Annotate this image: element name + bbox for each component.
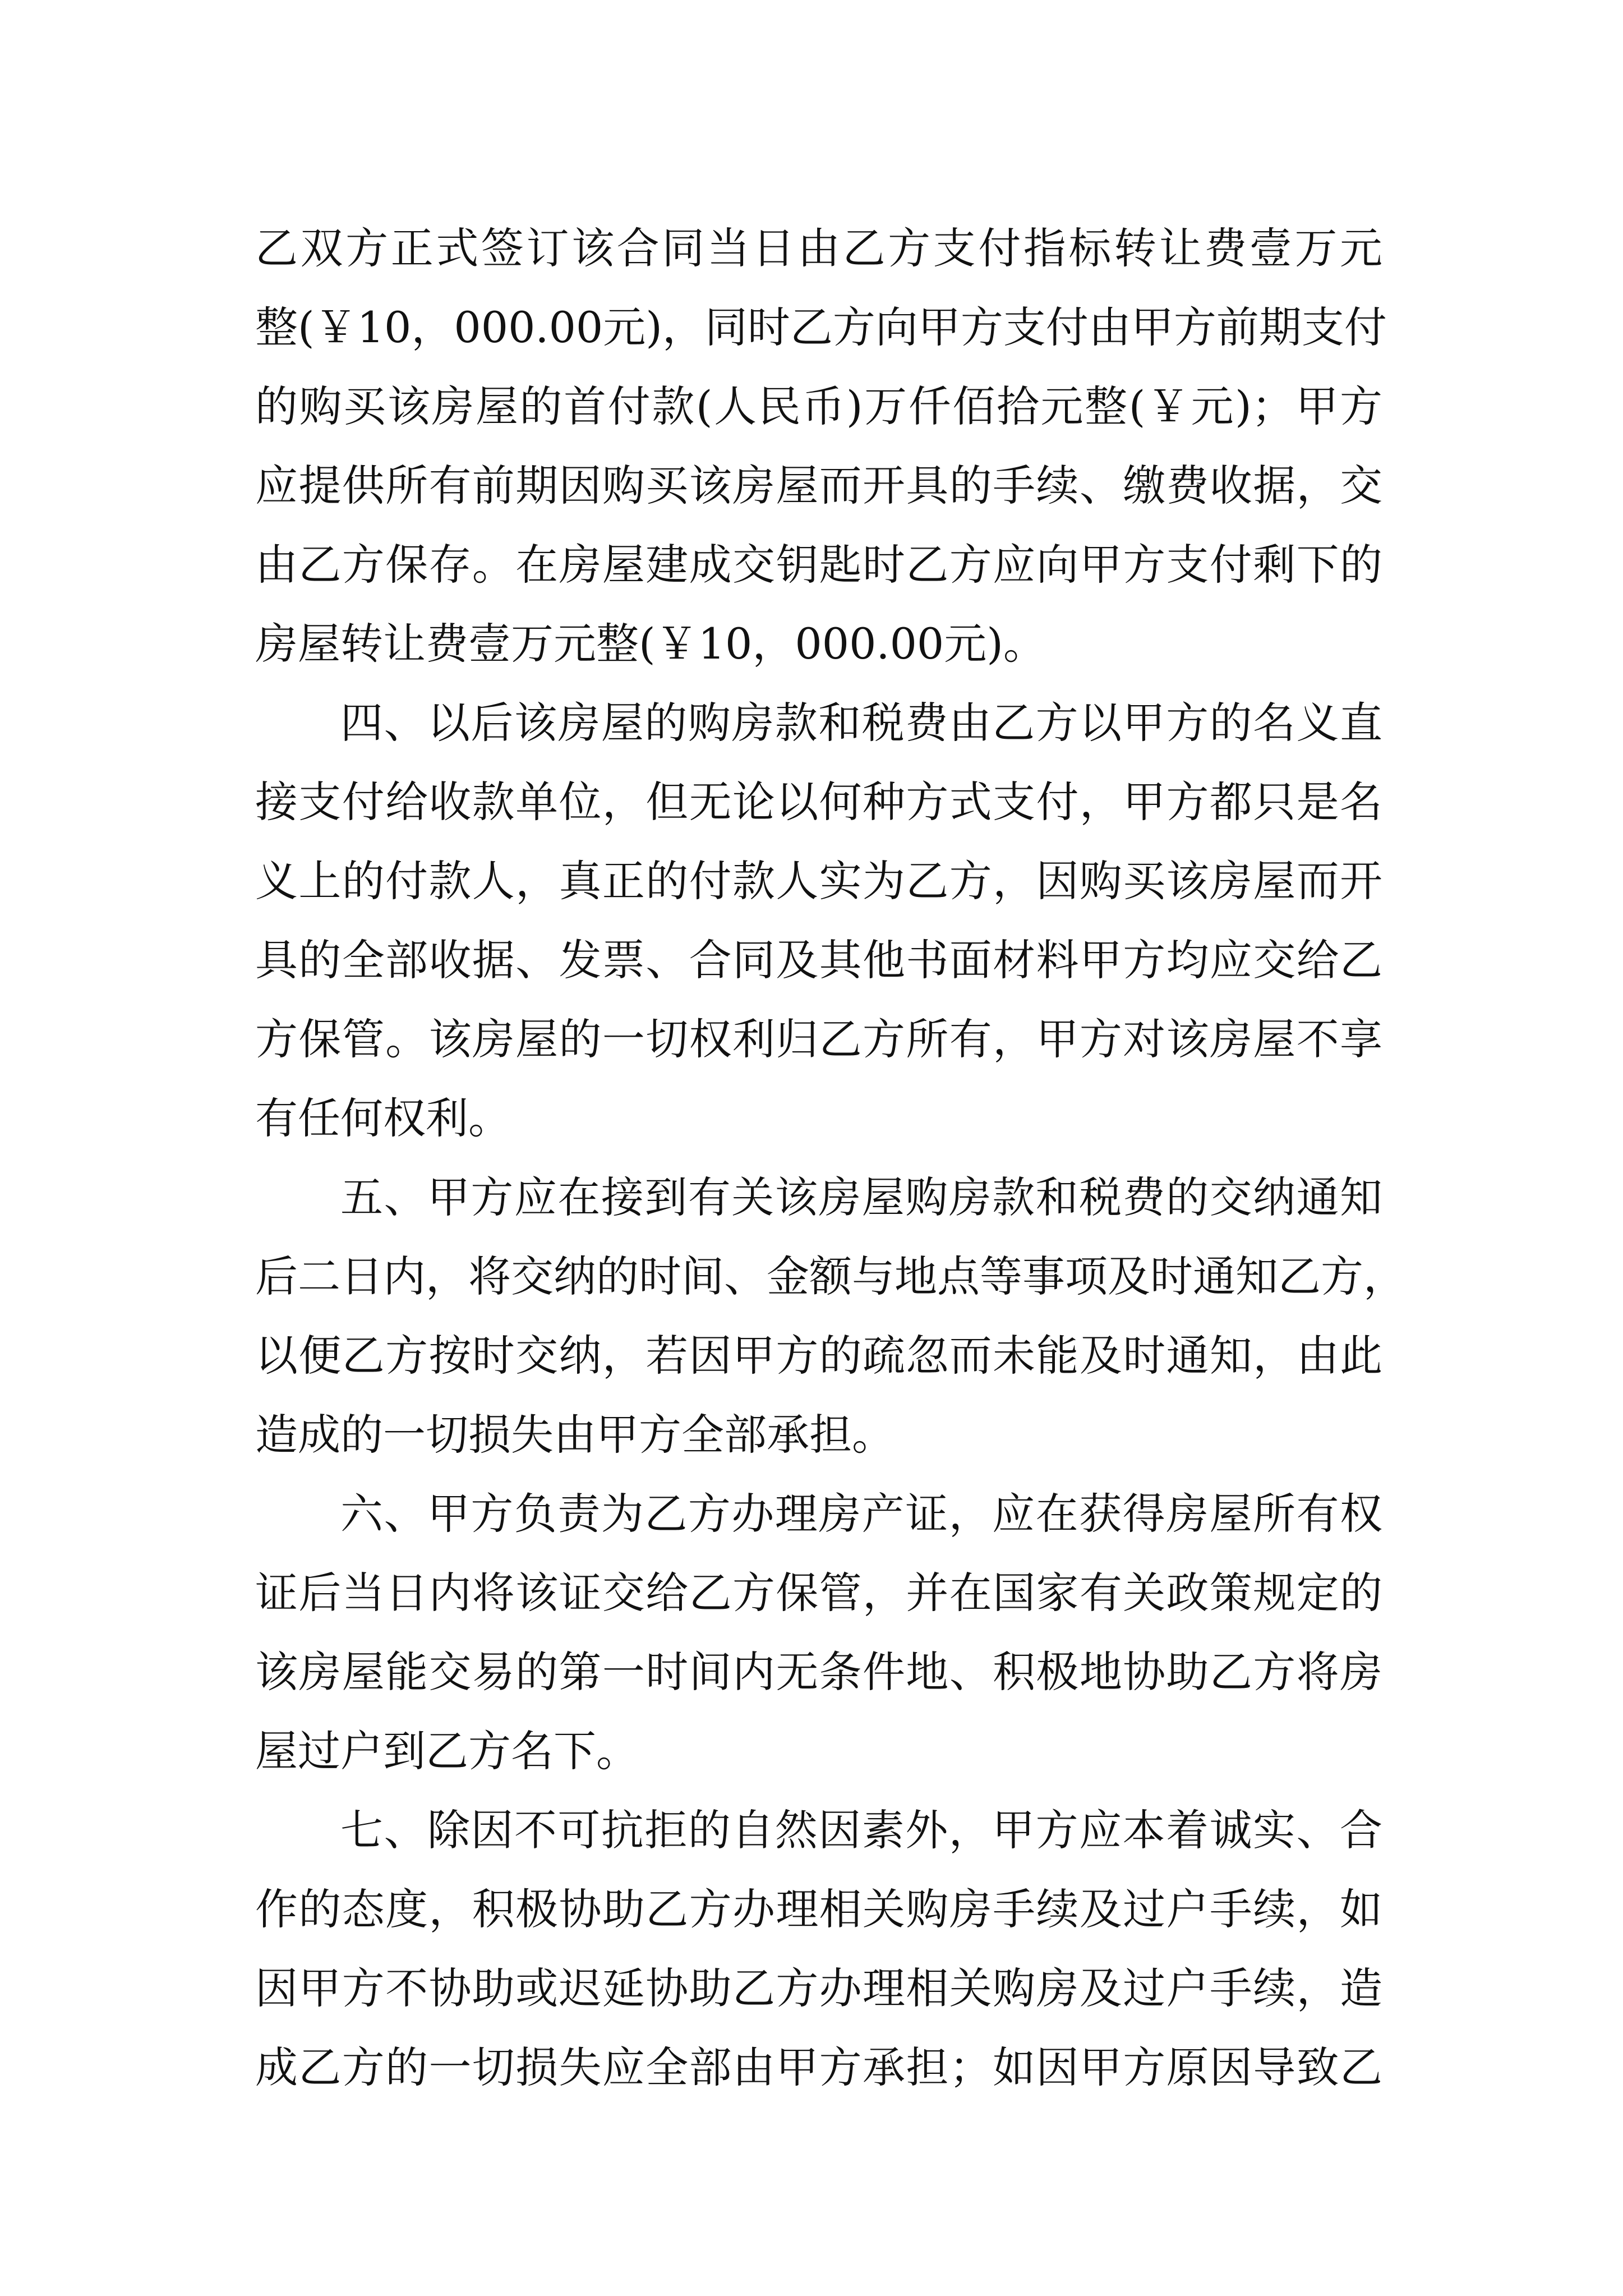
- text-line: 应提供所有前期因购买该房屋而开具的手续、缴费收据，交: [255, 461, 1382, 510]
- contract-text: [255, 209, 1406, 2107]
- text-line: 成乙方的一切损失应全部由甲方承担；如因甲方原因导致乙: [255, 2042, 1382, 2092]
- text-line: 作的态度，积极协助乙方办理相关购房手续及过户手续，如: [255, 1884, 1382, 1934]
- text-line: 义上的付款人，真正的付款人实为乙方，因购买该房屋而开: [255, 856, 1382, 906]
- text-line: 证后当日内将该证交给乙方保管，并在国家有关政策规定的: [255, 1568, 1382, 1618]
- text-line: 造成的一切损失由甲方全部承担。: [255, 1410, 895, 1460]
- text-line: 乙双方正式签订该合同当日由乙方支付指标转让费壹万元: [255, 223, 1382, 273]
- text-line: 屋过户到乙方名下。: [255, 1726, 639, 1776]
- text-line: 因甲方不协助或迟延协助乙方办理相关购房及过户手续，造: [255, 1963, 1382, 2013]
- text-line: 具的全部收据、发票、合同及其他书面材料甲方均应交给乙: [255, 935, 1382, 985]
- text-line: 方保管。该房屋的一切权利归乙方所有，甲方对该房屋不享: [255, 1014, 1382, 1064]
- text-line: 以便乙方按时交纳，若因甲方的疏忽而未能及时通知，由此: [255, 1331, 1382, 1381]
- text-line: 的购买该房屋的首付款(人民币)万仟佰拾元整(￥元)；甲方: [255, 381, 1382, 431]
- clause-5-heading-line: 五、甲方应在接到有关该房屋购房款和税费的交纳通知: [340, 1172, 1382, 1222]
- text-line: 由乙方保存。在房屋建成交钥匙时乙方应向甲方支付剩下的: [255, 540, 1382, 590]
- clause-7-heading-line: 七、除因不可抗拒的自然因素外，甲方应本着诚实、合: [340, 1805, 1382, 1855]
- text-line: 该房屋能交易的第一时间内无条件地、积极地协助乙方将房: [255, 1647, 1382, 1697]
- text-line: 房屋转让费壹万元整(￥10，000.00元)。: [255, 619, 1046, 669]
- text-line: 接支付给收款单位，但无论以何种方式支付，甲方都只是名: [255, 777, 1382, 827]
- text-line: 后二日内，将交纳的时间、金额与地点等事项及时通知乙方，: [255, 1251, 1406, 1301]
- text-line: 整(￥10，000.00元)，同时乙方向甲方支付由甲方前期支付: [255, 302, 1387, 352]
- text-line: 有任何权利。: [255, 1093, 511, 1143]
- clause-6-heading-line: 六、甲方负责为乙方办理房产证，应在获得房屋所有权: [340, 1489, 1382, 1539]
- clause-4-heading-line: 四、以后该房屋的购房款和税费由乙方以甲方的名义直: [340, 698, 1382, 748]
